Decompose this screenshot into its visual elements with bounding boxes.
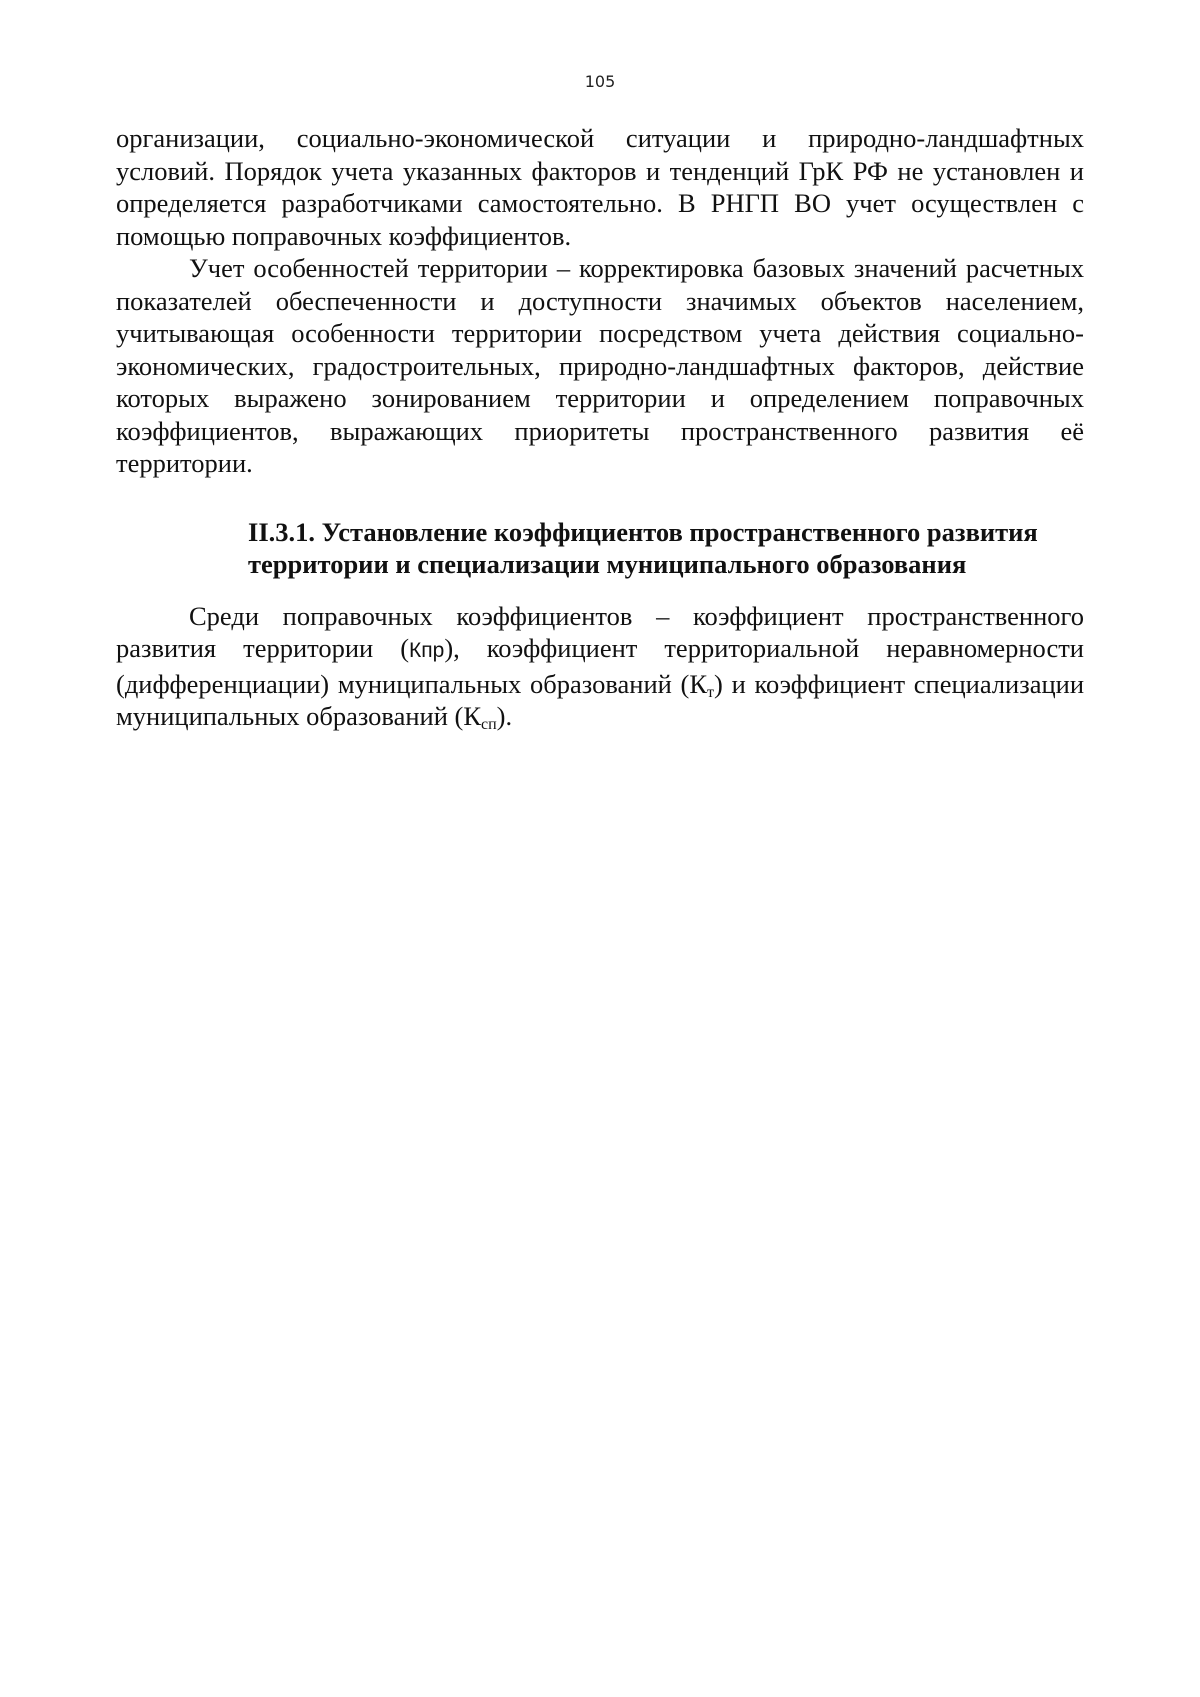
- coefficient-k-pr: Кпр: [409, 639, 445, 662]
- section-heading-line-1: II.3.1. Установление коэффициентов пространственного развития: [248, 516, 1038, 547]
- coefficient-k-t-subscript: т: [707, 683, 715, 701]
- section-heading-line-2: территории и специализации муниципального образования: [248, 548, 967, 579]
- page-number: 105: [584, 72, 616, 91]
- paragraph-coefficients: [116, 600, 1084, 733]
- paragraph-coefficients-text-1: Среди поправочных коэффициентов – коэффициент пространственного развития территории (: [116, 600, 1084, 663]
- paragraph-coefficients-text-3: ) и коэффициент специализации муниципальных образований (К: [116, 668, 1085, 731]
- coefficient-k-sp-subscript: сп: [481, 716, 497, 733]
- paragraph-continuation: организации, социально-экономической ситуации и природно-ландшафтных условий. Порядок учета указанных факторов и тенденций ГрК РФ не установлен и определяется разработчиками самостоятельно. В РНГП ВО учет осуществлен с помощью поправочных коэффициентов.: [116, 123, 1084, 251]
- paragraph-territory-features: Учет особенностей территории – корректировка базовых значений расчетных показателей обеспеченности и доступности значимых объектов населением, учитывающая особенности территории посредством учета действия социально-экономических, градостроительных, природно-ландшафтных факторов, действие которых выражено зонированием территории и определением поправочных коэффициентов, выражающих приоритеты пространственного развития её территории.: [116, 253, 1084, 478]
- document-body: [116, 122, 1084, 733]
- section-heading: [116, 516, 1084, 580]
- paragraph-coefficients-text-4: ).: [496, 701, 513, 731]
- paragraph-coefficients-text-2: ), коэффициент территориальной неравномерности (дифференциации) муниципальных образований (К: [116, 633, 1084, 699]
